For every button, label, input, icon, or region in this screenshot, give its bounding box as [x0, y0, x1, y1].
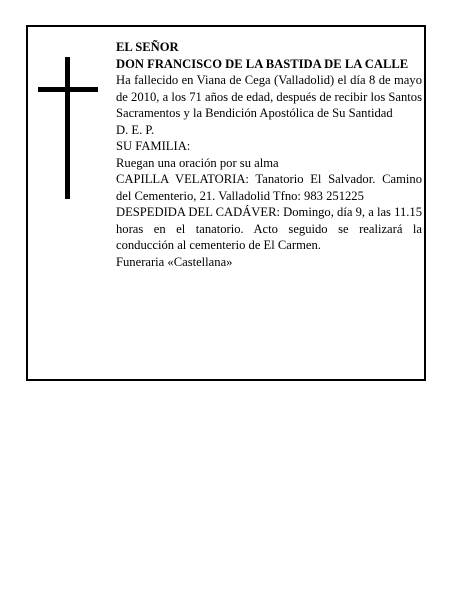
prayer-request: Ruegan una oración por su alma: [116, 155, 279, 170]
notice-text: [116, 39, 422, 270]
cross-horizontal-bar: [38, 87, 98, 92]
title-line1: EL SEÑOR: [116, 40, 179, 54]
obituary-notice: [26, 25, 426, 381]
death-notice: Ha fallecido en Viana de Cega (Valladolid) el día 8 de mayo de 2010, a los 71 años de edad, después de recibir los Santos Sacramentos y la Bendición Apostólica de Su Santidad: [116, 73, 422, 120]
deceased-name: DON FRANCISCO DE LA BASTIDA DE LA CALLE: [116, 56, 409, 71]
farewell-info: DESPEDIDA DEL CADÁVER: Domingo, día 9, a las 11.15 horas en el tanatorio. Acto seguido se realizará la conducción al cementerio de El Carmen.: [116, 205, 422, 252]
cross-icon: [38, 57, 98, 199]
cross-vertical-bar: [65, 57, 70, 199]
funeral-home: Funeraria «Castellana»: [116, 254, 233, 269]
family-heading: SU FAMILIA:: [116, 139, 191, 153]
rip-line: D. E. P.: [116, 122, 155, 137]
chapel-info: CAPILLA VELATORIA: Tanatorio El Salvador. Camino del Cementerio, 21. Valladolid Tfno: 983 251225: [116, 172, 422, 203]
